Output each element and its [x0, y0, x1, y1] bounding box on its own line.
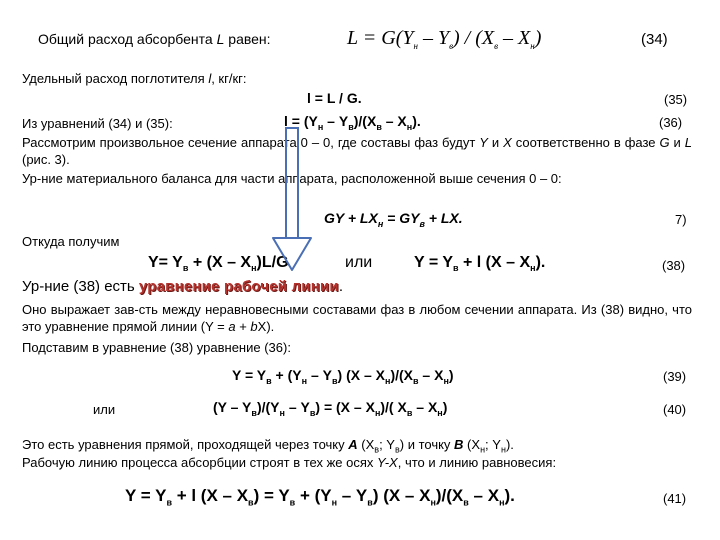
eq-num-36: (36): [659, 115, 683, 130]
line-eq36-label: Из уравнений (34) и (35):: [22, 116, 173, 131]
formula-41: $Y = Y_в + l$ $(X - X_в) = Y_в + (Y_н - Y_в)$ $(X - X_н)/(X_в - X_н)$.: [125, 486, 515, 508]
formula-35: l = L / G.: [307, 90, 362, 106]
down-arrow-icon: [273, 128, 311, 270]
formula-39: $Y = Y_в + (Y_н - Y_в)$ $(X - X_н)/(X_в - X_н)$: [232, 367, 454, 386]
eq-num-34: (34): [641, 31, 668, 48]
eq-num-41: (41): [663, 491, 687, 506]
line-podst: Подставим в уравнение (38) уравнение (36):: [22, 340, 291, 355]
paragraph-2: Ур-ние материального баланса для части аппарата, расположенной выше сечения 0 – 0:: [22, 171, 562, 186]
formula-38-right: $Y = Y_в + l$ $(X - X_н)$.: [414, 254, 546, 274]
eq-num-39: (39): [663, 369, 687, 384]
line2-text: Удельный расход поглотителя l, кг/кг:: [22, 71, 247, 86]
formula-34: $L = G(Y_н - Y_в) / (X_в - X_н)$: [347, 27, 542, 51]
eq-num-37: 7): [675, 212, 687, 227]
eq-num-35: (35): [664, 92, 688, 107]
eq-num-40: (40): [663, 402, 687, 417]
line-otkuda: Откуда получим: [22, 234, 120, 249]
formula-38-or: или: [345, 254, 373, 271]
line1-label: Общий расход абсорбента L равен:: [38, 31, 271, 47]
line-ur38: Ур-ние (38) есть уравнение рабочей линии.: [22, 278, 343, 295]
formula-40: $(Y - Y_в)/(Y_н - Y_в) = (X - X_н)/$( $X_в - X_н$): [213, 399, 448, 418]
eq40-or: или: [93, 402, 116, 417]
paragraph-1: Рассмотрим произвольное сечение аппарата 0 – 0, где составы фаз будут Y и X соответственно в фазе G и L (рис. 3).: [22, 135, 692, 167]
paragraph-5: Рабочую линию процесса абсорбции строят в тех же осях Y-X, что и линию равновесия:: [22, 455, 557, 470]
formula-37: GY + $LX_н = GY_в$ + LX.: [324, 210, 463, 229]
working-line-highlight: уравнение рабочей линии: [138, 278, 339, 295]
eq-num-38: (38): [662, 258, 686, 273]
paragraph-3: Оно выражает зав-сть между неравновесными составами фаз в любом сечении аппарата. Из (38) видно, что это уравнение прямой линии (Y = a + bX).: [22, 302, 692, 334]
formula-36: $l = (Y_н - Y_в)/(X_в - X_н)$.: [284, 113, 421, 132]
formula-38-left: $Y= Y_в + (X - X_н)L/G$: [148, 254, 289, 274]
paragraph-4: Это есть уравнения прямой, проходящей через точку A ($X_в$; $Y_в$) и точку B ($X_н$; $Y_н$).: [22, 437, 514, 455]
